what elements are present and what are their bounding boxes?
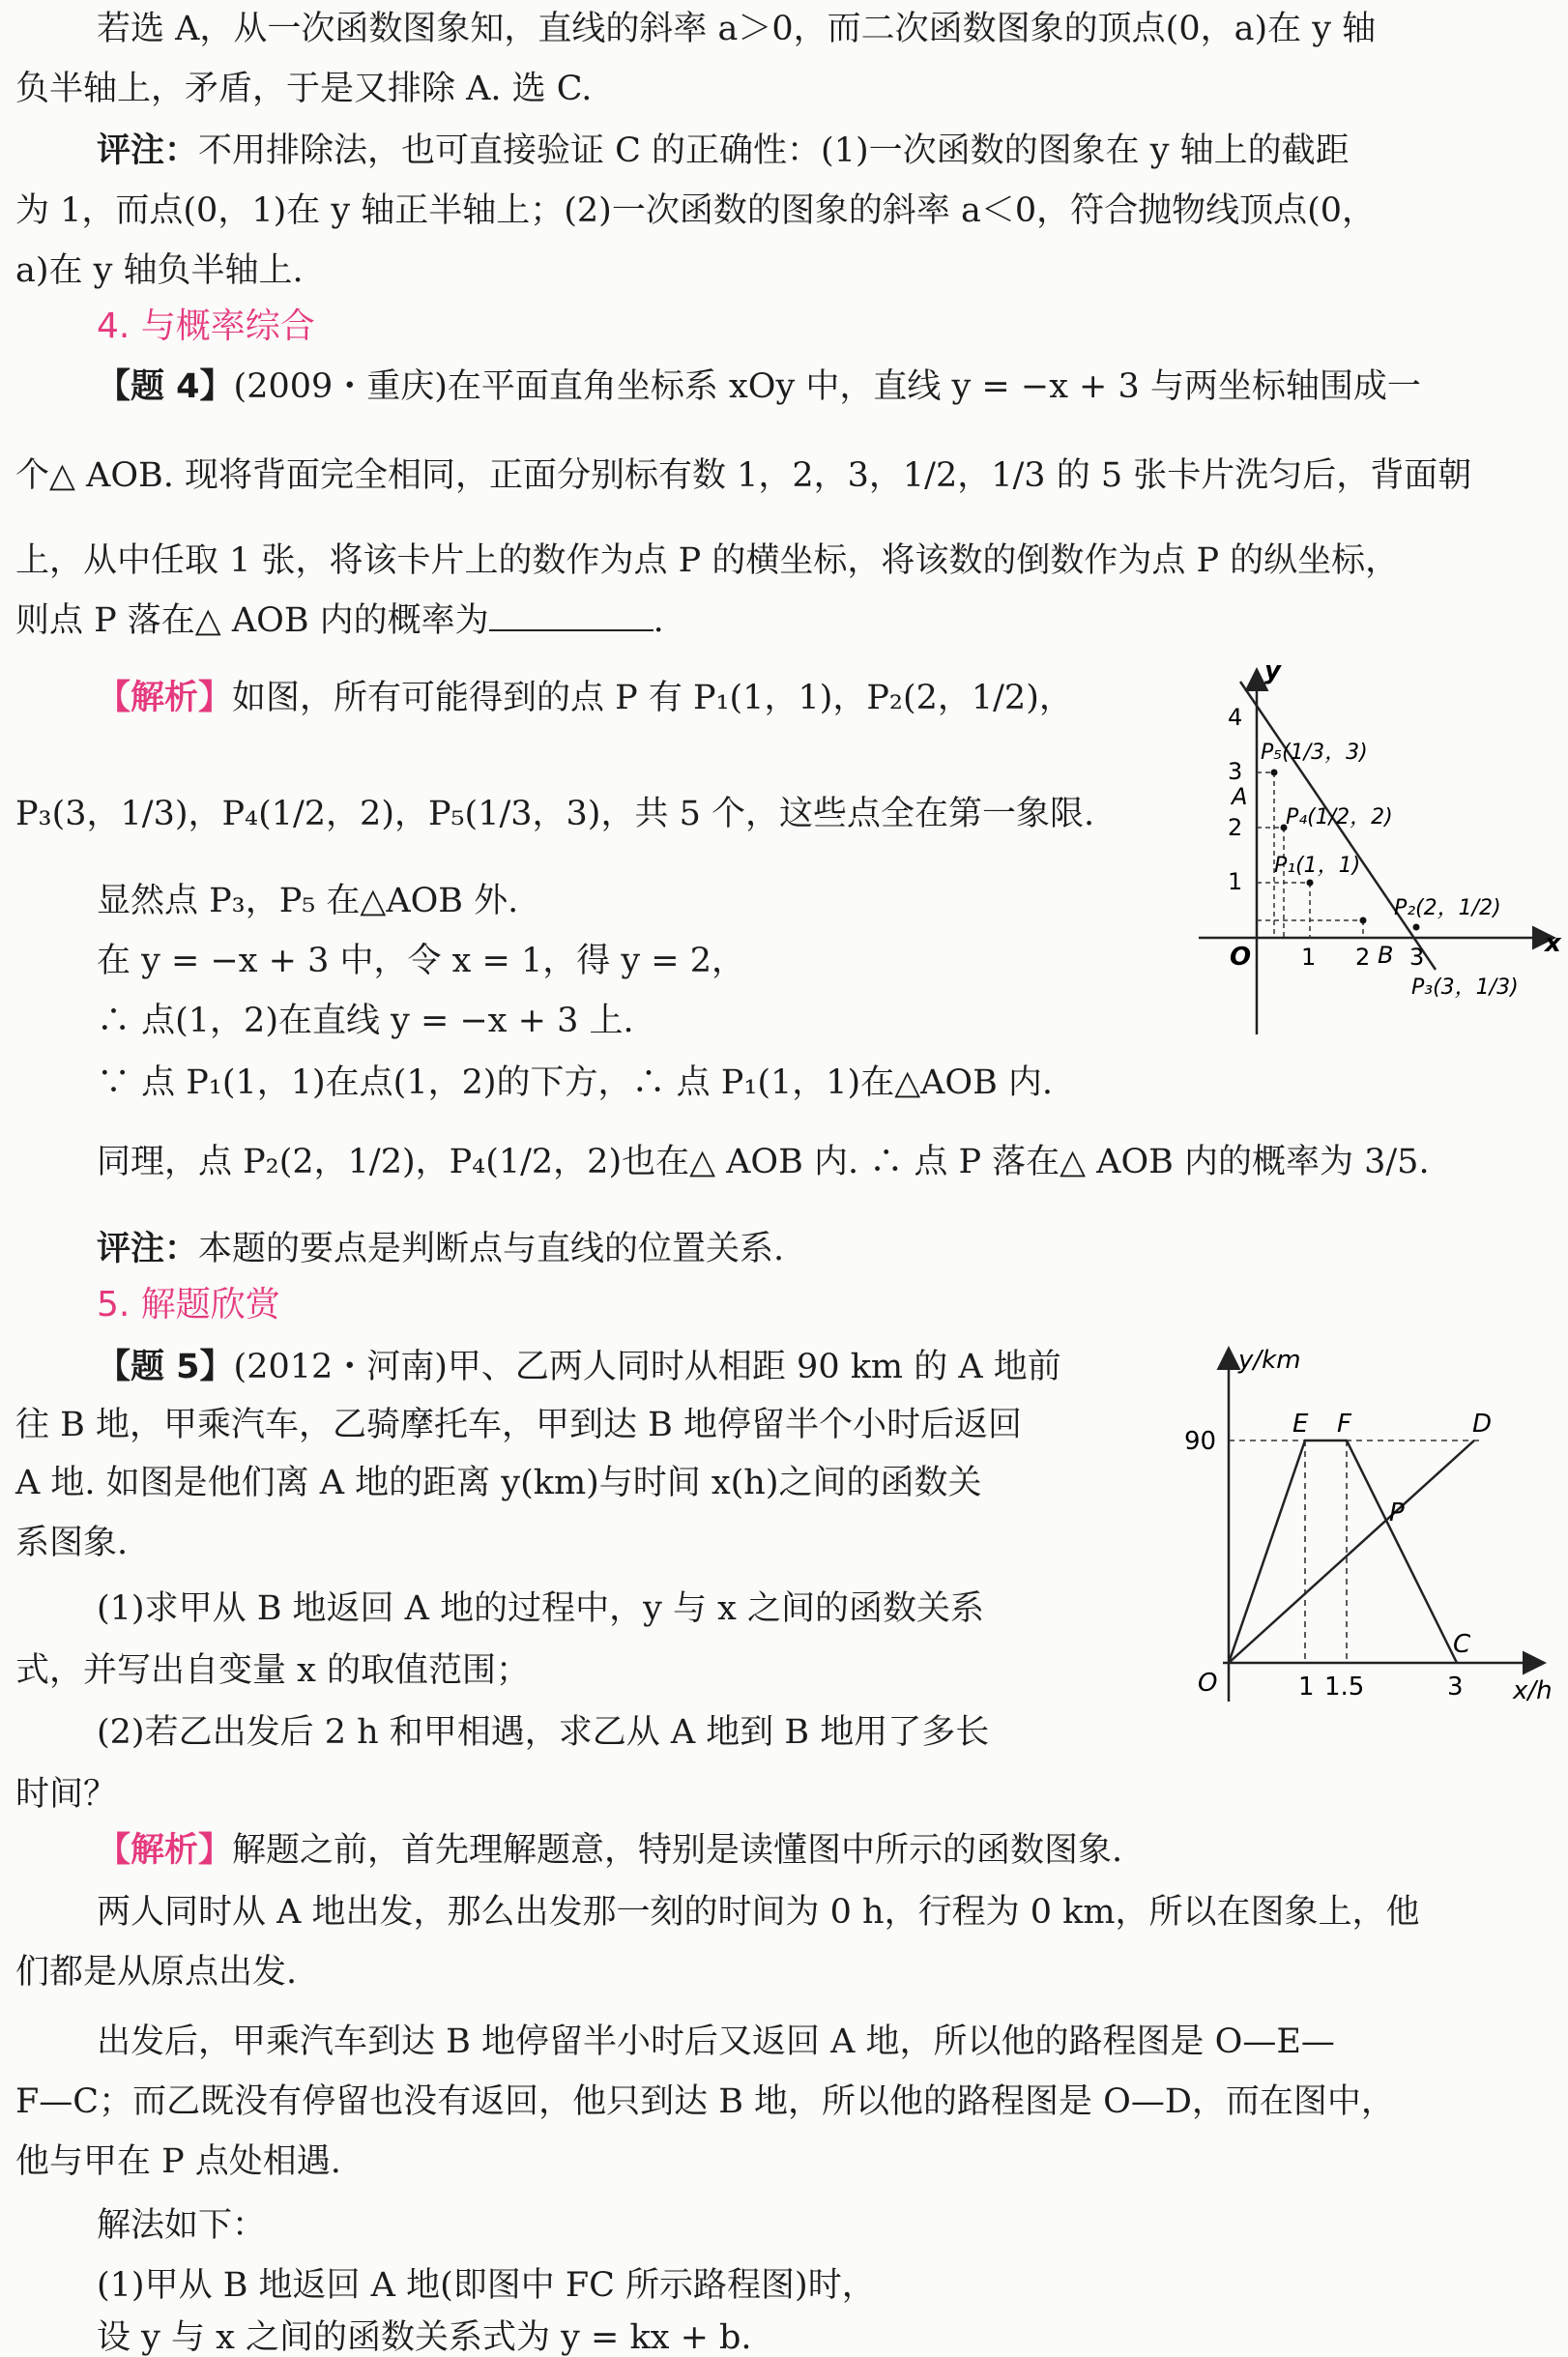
- text-line: 们都是从原点出发.: [15, 1953, 298, 1992]
- text-line: 设 y 与 x 之间的函数关系式为 y = kx + b.: [97, 2318, 752, 2357]
- y-tick-90: 90: [1184, 1427, 1217, 1456]
- text-line: 系图象.: [15, 1524, 129, 1562]
- p3-label: P₃(3，1/3): [1411, 975, 1519, 1000]
- point-f-label: F: [1337, 1410, 1351, 1439]
- y-tick: 1: [1228, 868, 1243, 895]
- section-heading: 5. 解题欣赏: [97, 1285, 280, 1324]
- text-line: 为 1，而点(0，1)在 y 轴正半轴上；(2)一次函数的图象的斜率 a＜0，符合抛物线顶点(0，: [15, 191, 1377, 230]
- distance-time-figure: [1184, 1329, 1566, 1726]
- text-line: ∴ 点(1，2)在直线 y = −x + 3 上.: [97, 1002, 634, 1040]
- text-line: 【题 4】(2009・重庆)在平面直角坐标系 xOy 中，直线 y = −x + 3 与两坐标轴围成一: [97, 367, 1421, 406]
- answer-blank: [489, 600, 653, 631]
- analysis-tag: 【解析】: [97, 679, 233, 717]
- text-line: 【解析】解题之前，首先理解题意，特别是读懂图中所示的函数图象.: [97, 1831, 1123, 1870]
- text-line: 出发后，甲乘汽车到达 B 地停留半小时后又返回 A 地，所以他的路程图是 O—E—: [97, 2022, 1335, 2061]
- problem-tag: 【题 4】: [97, 367, 234, 406]
- point-p3: [1413, 924, 1420, 931]
- comment-tag: 评注：: [97, 1230, 199, 1268]
- origin-label: O: [1230, 943, 1252, 972]
- p5-label: P₅(1/3，3): [1261, 741, 1368, 765]
- text-line: 在 y = −x + 3 中，令 x = 1，得 y = 2，: [97, 942, 745, 980]
- x-axis-label: x/h: [1513, 1676, 1553, 1705]
- text-line: (1)求甲从 B 地返回 A 地的过程中，y 与 x 之间的函数关系: [97, 1589, 984, 1628]
- text-line: 则点 P 落在△ AOB 内的概率为 .: [15, 601, 664, 640]
- section-heading: 4. 与概率综合: [97, 306, 315, 346]
- text-line: 两人同时从 A 地出发，那么出发那一刻的时间为 0 h，行程为 0 km，所以在图象上，他: [97, 1893, 1420, 1932]
- x-tick: 1.5: [1324, 1673, 1365, 1702]
- text-line: P₃(3，1/3)，P₄(1/2，2)，P₅(1/3，3)，共 5 个，这些点全在第一象限.: [15, 795, 1095, 833]
- x-tick: 1: [1301, 944, 1317, 971]
- point-d-label: D: [1472, 1410, 1493, 1439]
- comment-tag: 评注：: [97, 131, 199, 170]
- text-line: A 地. 如图是他们离 A 地的距离 y(km)与时间 x(h)之间的函数关: [15, 1464, 982, 1502]
- text-line: 时间？: [15, 1775, 118, 1814]
- text-line: (1)甲从 B 地返回 A 地(即图中 FC 所示路程图)时，: [97, 2266, 876, 2305]
- y-axis-label: y: [1264, 657, 1281, 685]
- text-line: 负半轴上，矛盾，于是又排除 A. 选 C.: [15, 70, 593, 108]
- motorbike-path-od: [1229, 1440, 1474, 1663]
- text-line: 个△ AOB. 现将背面完全相同，正面分别标有数 1，2，3，1/2，1/3 的 5 张卡片洗匀后，背面朝: [15, 456, 1472, 495]
- point-e-label: E: [1292, 1410, 1309, 1439]
- point-b-label: B: [1378, 942, 1394, 969]
- y-tick: 3: [1228, 758, 1243, 785]
- x-axis-label: x: [1545, 929, 1561, 958]
- p2-label: P₂(2，1/2): [1394, 896, 1501, 920]
- text-line: 显然点 P₃，P₅ 在△AOB 外.: [97, 882, 519, 920]
- triangle-figure: [1179, 657, 1566, 1044]
- point-p-label: P: [1389, 1499, 1405, 1528]
- point-c-label: C: [1453, 1630, 1471, 1659]
- p1-label: P₁(1，1): [1274, 854, 1361, 878]
- text-line: 若选 A，从一次函数图象知，直线的斜率 a＞0，而二次函数图象的顶点(0，a)在 y 轴: [97, 10, 1377, 48]
- text-line: 【解析】如图，所有可能得到的点 P 有 P₁(1，1)，P₂(2，1/2)，: [97, 679, 1073, 717]
- y-axis-label: y/km: [1238, 1346, 1301, 1375]
- text-line: 他与甲在 P 点处相遇.: [15, 2142, 341, 2181]
- text-line: 往 B 地，甲乘汽车，乙骑摩托车，甲到达 B 地停留半个小时后返回: [15, 1406, 1022, 1444]
- analysis-tag: 【解析】: [97, 1831, 233, 1870]
- text-line: ∵ 点 P₁(1，1)在点(1，2)的下方，∴ 点 P₁(1，1)在△AOB 内.: [97, 1063, 1054, 1102]
- point-p5: [1271, 770, 1278, 776]
- text-line: 评注：不用排除法，也可直接验证 C 的正确性：(1)一次函数的图象在 y 轴上的截距: [97, 131, 1350, 170]
- point-a-label: A: [1232, 783, 1248, 810]
- x-tick: 2: [1355, 944, 1371, 971]
- text-line: 解法如下：: [97, 2206, 267, 2245]
- text-line: 式，并写出自变量 x 的取值范围；: [15, 1651, 530, 1690]
- text-line: a)在 y 轴负半轴上.: [15, 251, 304, 290]
- point-p2: [1360, 917, 1367, 924]
- text-line: (2)若乙出发后 2 h 和甲相遇，求乙从 A 地到 B 地用了多长: [97, 1713, 990, 1752]
- text-line: 同理，点 P₂(2，1/2)，P₄(1/2，2)也在△ AOB 内. ∴ 点 P 落在△ AOB 内的概率为 3/5.: [97, 1143, 1430, 1181]
- y-tick: 2: [1228, 814, 1243, 841]
- text-line: F—C；而乙既没有停留也没有返回，他只到达 B 地，所以他的路程图是 O—D，而在图中，: [15, 2082, 1395, 2121]
- x-tick: 1: [1298, 1673, 1315, 1702]
- problem-tag: 【题 5】: [97, 1348, 234, 1386]
- car-path-oefc: [1229, 1440, 1457, 1663]
- y-tick: 4: [1228, 704, 1243, 731]
- text-line: 【题 5】(2012・河南)甲、乙两人同时从相距 90 km 的 A 地前: [97, 1348, 1061, 1386]
- text-line: 评注：本题的要点是判断点与直线的位置关系.: [97, 1230, 785, 1268]
- x-tick: 3: [1447, 1673, 1464, 1702]
- origin-label: O: [1198, 1669, 1218, 1698]
- point-p1: [1307, 880, 1314, 887]
- text-line: 上，从中任取 1 张，将该卡片上的数作为点 P 的横坐标，将该数的倒数作为点 P 的纵坐标，: [15, 541, 1400, 580]
- p4-label: P₄(1/2，2): [1286, 805, 1393, 829]
- x-tick: 3: [1409, 944, 1425, 971]
